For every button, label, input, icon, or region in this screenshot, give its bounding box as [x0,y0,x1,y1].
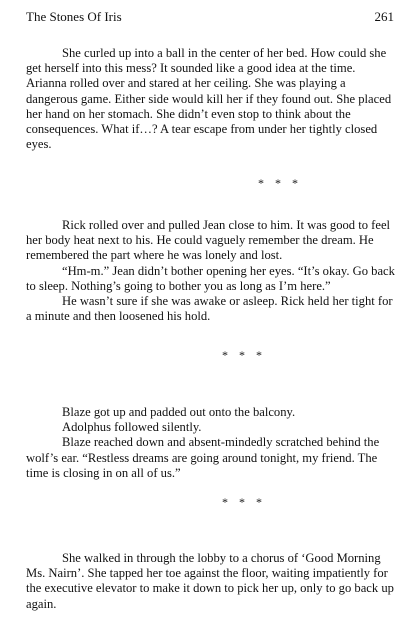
paragraph: “Hm-m.” Jean didn’t bother opening her eyes. “It’s okay. Go back to sleep. Nothing’s going to bother you as long as I’m here.” [26,263,395,293]
book-title: The Stones Of Iris [26,9,122,24]
paragraph: Adolphus followed silently. [62,420,202,435]
scene-break: * * * [258,176,302,190]
section-blaze [26,405,398,481]
paragraph: Blaze reached down and absent-mindedly scratched behind the wolf’s ear. “Restless dreams are going around tonight, my friend. The time is closing in on all of us.” [26,435,380,480]
page-number: 261 [374,9,394,24]
paragraph: Rick rolled over and pulled Jean close to him. It was good to feel her body heat next to his. He could vaguely remember the dream. He remembered the part where he was lonely and lost. [26,218,391,263]
paragraph: She curled up into a ball in the center of her bed. How could she get herself into this mess? It sounded like a good idea at the time. Arianna rolled over and stared at her ceiling. She was playing a dangerous game. Either side would kill her if they found out. She placed her hand on her stomach. She didn’t even stop to think about the consequences. What if…? A tear escape from under her tightly closed eyes. [26,46,392,152]
paragraph: She walked in through the lobby to a chorus of ‘Good Morning Ms. Nairn’. She tapped her toe against the floor, waiting impatiently for the executive elevator to make it down to pick her up, only to go back up again. [26,551,394,611]
section-rick [26,218,398,324]
scene-break: * * * [222,495,266,509]
paragraph: He wasn’t sure if she was awake or asleep. Rick held her tight for a minute and then loosened his hold. [26,294,393,324]
section-nairn [26,551,398,612]
section-arianna [26,46,398,152]
scene-break: * * * [222,348,266,362]
paragraph: Blaze got up and padded out onto the balcony. [62,405,296,419]
